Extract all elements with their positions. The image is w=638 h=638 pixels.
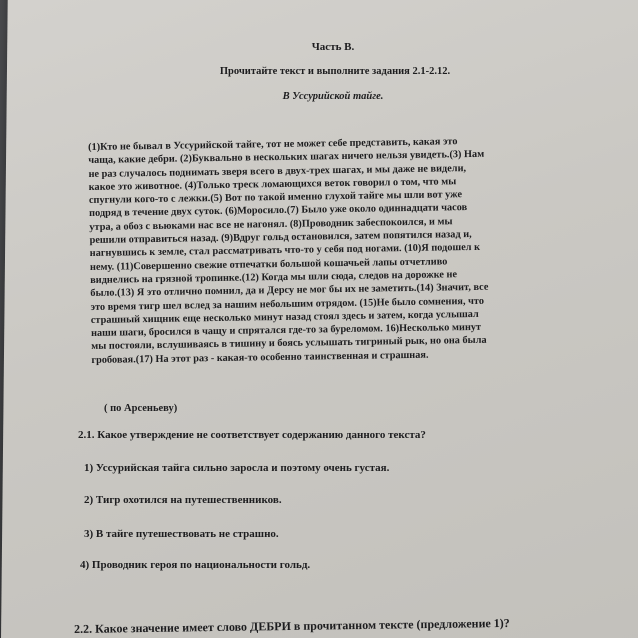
reading-passage <box>88 133 591 367</box>
passage-line: спугнули кого-то с лежки.(5) Вот по такой именно глухой тайге мы шли вот уже <box>88 189 463 207</box>
question-2-1: 2.1. Какое утверждение не соответствует содержанию данного текста? <box>78 429 426 441</box>
passage-line: подряд в течение двух суток. (6)Моросило.(7) Было уже около одиннадцати часов <box>89 202 468 220</box>
answer-option-3: 3) В тайге путешествовать не страшно. <box>84 528 279 540</box>
answer-option-1: 1) Уссурийская тайга сильно заросла и поэтому очень густая. <box>84 462 390 474</box>
passage-line: какое это животное. (4)Только треск ломающихся веток говорил о том, что мы <box>88 176 457 193</box>
passage-line: решили отправиться назад. (9)Вдруг гольд остановился, затем попятился назад и, <box>89 229 472 247</box>
passage-line: не раз случалось поднимать зверя всего в двух-трех шагах, и мы даже не видели, <box>88 162 467 180</box>
question-2-2: 2.2. Какое значение имеет слово ДЕБРИ в прочитанном тексте (предложение 1)? <box>74 615 510 636</box>
author-attribution: ( по Арсеньеву) <box>104 403 178 414</box>
passage-line: наши шаги, бросился в чащу и спрятался где-то за буреломом. 16)Несколько минут <box>90 322 482 340</box>
passage-line: нагнувшись к земле, стал рассматривать что-то у себя под ногами. (10)Я подошел к <box>89 242 481 260</box>
answer-option-2: 2) Тигр охотился на путешественников. <box>84 494 282 506</box>
passage-line: было.(13) Я это отлично помнил, да и Дерсу не мог бы их не заметить.(14) Значит, все <box>90 281 489 300</box>
passage-line: нему. (11)Совершенно свежие отпечатки большой кошачьей лапы отчетливо <box>89 256 448 273</box>
passage-line: (1)Кто не бывал в Уссурийской тайге, тот не может себе представить, какая это <box>88 136 458 153</box>
passage-line: страшный хищник еще несколько минут назад стоял здесь и затем, когда услышал <box>90 308 479 326</box>
part-title: Часть В. <box>311 41 355 53</box>
passage-line: гробовая.(17) На этот раз - какая-то особенно таинственная и страшная. <box>91 349 429 366</box>
answer-option-4: 4) Проводник героя по национальности гольд. <box>80 559 311 571</box>
task-instruction: Прочитайте текст и выполните задания 2.1-2.12. <box>219 66 451 77</box>
text-title: В Уссурийской тайге. <box>282 91 384 102</box>
passage-line: чаща, какие дебри. (2)Буквально в нескольких шагах ничего нельзя увидеть.(3) Нам <box>88 149 485 167</box>
passage-line: это время тигр шел вслед за нашим небольшим отрядом. (15)Не было сомнения, что <box>90 295 485 313</box>
passage-line: виднелись на грязной тропинке.(12) Когда мы шли сюда, следов на дорожке не <box>90 269 458 286</box>
passage-line: утра, а обоз с вьюками нас все не нагонял. (8)Проводник забеспокоился, и мы <box>89 216 453 233</box>
passage-line: мы постояли, вслушиваясь в тишину и боясь услышать тигриный рык, но она была <box>91 335 487 353</box>
